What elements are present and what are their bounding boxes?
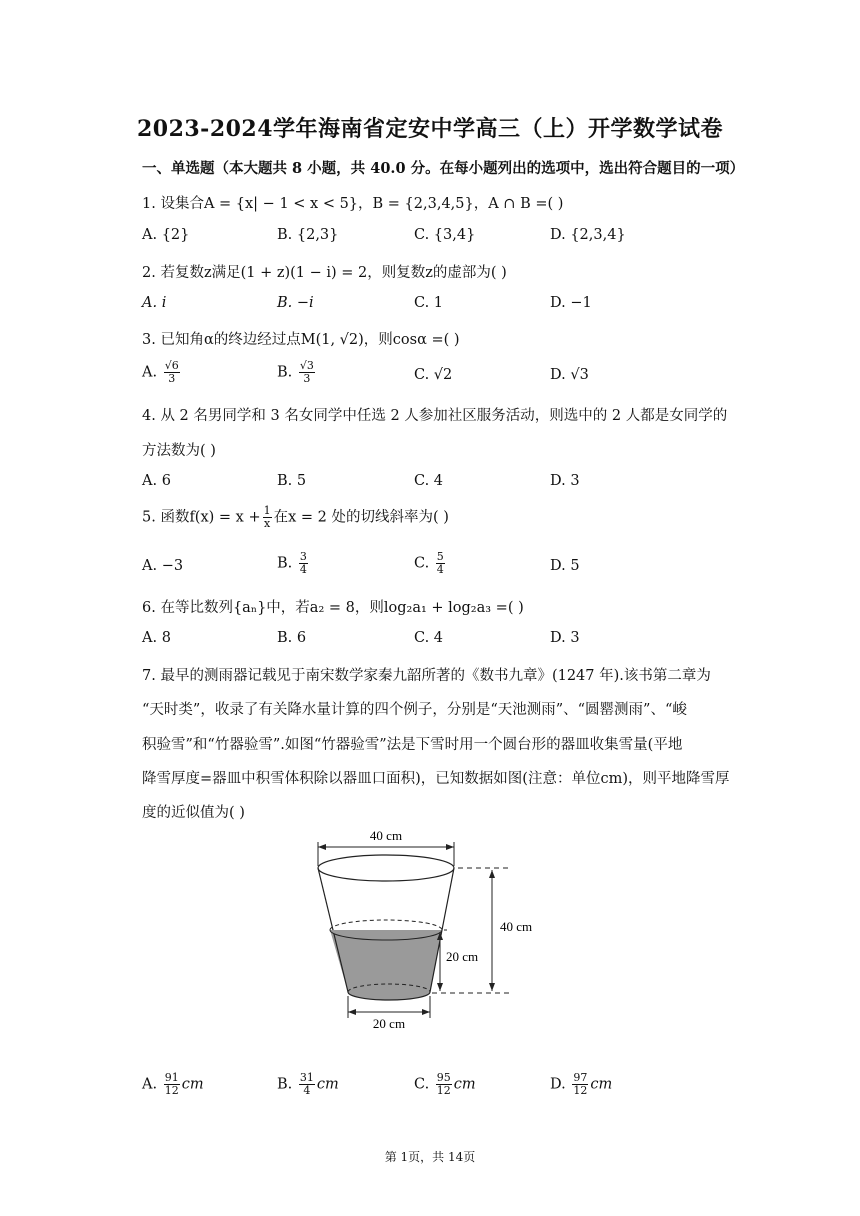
arrow-head: [489, 870, 495, 878]
fraction-numerator: √3: [299, 359, 314, 372]
question-2-options: [142, 295, 762, 317]
option-d[interactable]: D. −1: [550, 295, 592, 311]
option-fraction: [572, 1072, 588, 1097]
question-7-stem-line: 度的近似值为( ): [142, 805, 245, 821]
option-unit: cm: [590, 1076, 613, 1093]
question-6-stem: 6. 在等比数列{aₙ}中，若a₂ = 8，则log₂a₁ + log₂a₃ =( ): [142, 600, 524, 616]
option-c[interactable]: [414, 1072, 476, 1097]
option-fraction: [436, 1072, 452, 1097]
question-7-stem-line: 7. 最早的测雨器记载见于南宋数学家秦九韶所著的《数书九章》(1247 年).该书第二章为: [142, 668, 711, 684]
option-fraction: [164, 360, 180, 385]
snow-surface-back: [330, 920, 442, 930]
option-d[interactable]: D. 5: [550, 558, 580, 574]
fraction-numerator: 3: [299, 550, 307, 563]
fraction-numerator: 97: [573, 1071, 588, 1084]
option-unit: cm: [181, 1076, 204, 1093]
fraction-numerator: 5: [436, 550, 444, 563]
option-d[interactable]: D. 3: [550, 630, 580, 646]
option-d[interactable]: D. √3: [550, 367, 589, 383]
option-prefix: B.: [277, 364, 293, 381]
question-1-options: [142, 227, 762, 249]
question-4-stem-line: 4. 从 2 名男同学和 3 名女同学中任选 2 人参加社区服务活动，则选中的 2 人都是女同学的: [142, 408, 728, 424]
arrow-head: [318, 844, 326, 850]
arrow-head: [437, 983, 443, 991]
option-c[interactable]: C. √2: [414, 367, 453, 383]
option-prefix: A.: [142, 1076, 158, 1093]
arrow-head: [446, 844, 454, 850]
option-b[interactable]: B. 5: [277, 473, 307, 489]
question-3-options: [142, 360, 762, 392]
option-unit: cm: [453, 1076, 476, 1093]
fraction-denominator: 4: [299, 563, 307, 576]
page-title: 2023-2024学年海南省定安中学高三（上）开学数学试卷: [136, 116, 724, 142]
fraction-numerator: 1: [263, 504, 271, 517]
fraction-denominator: 3: [168, 372, 176, 385]
option-a[interactable]: [142, 360, 182, 385]
fraction-numerator: √6: [164, 359, 179, 372]
option-d[interactable]: D. {2,3,4}: [550, 227, 626, 243]
option-prefix: B.: [277, 555, 293, 572]
option-fraction: [436, 551, 445, 576]
question-4-options: [142, 473, 762, 495]
option-b[interactable]: [277, 551, 310, 576]
option-prefix: D.: [550, 1076, 566, 1093]
stem-fraction: [263, 505, 272, 530]
fraction-denominator: x: [264, 517, 271, 530]
fraction-numerator: 31: [299, 1071, 314, 1084]
option-b[interactable]: [277, 360, 317, 385]
question-7-stem-line: “天时类”，收录了有关降水量计算的四个例子，分别是“天池测雨”、“圆罂测雨”、“峻: [142, 702, 687, 718]
height-label: 40 cm: [500, 919, 533, 934]
option-a[interactable]: A. i: [142, 295, 167, 311]
fraction-denominator: 12: [164, 1084, 179, 1097]
stem-text: 5. 函数f(x) = x +: [142, 509, 261, 526]
option-b[interactable]: B. 6: [277, 630, 307, 646]
section-heading: 一、单选题（本大题共 8 小题，共 40.0 分。在每小题列出的选项中，选出符合题目的一项）: [142, 160, 745, 177]
question-2-stem: 2. 若复数z满足(1 + z)(1 − i) = 2，则复数z的虚部为( ): [142, 265, 507, 281]
option-a[interactable]: A. 6: [142, 473, 171, 489]
option-fraction: [299, 551, 308, 576]
option-d[interactable]: D. 3: [550, 473, 580, 489]
arrow-head: [422, 1009, 430, 1015]
option-prefix: C.: [414, 1076, 430, 1093]
question-3-stem: 3. 已知角α的终边经过点M(1, √2)，则cosα =( ): [142, 332, 460, 348]
option-a[interactable]: A. 8: [142, 630, 171, 646]
question-1-stem: 1. 设集合A = {x| − 1 < x < 5}，B = {2,3,4,5}，A ∩ B =( ): [142, 196, 564, 212]
option-a[interactable]: [142, 1072, 204, 1097]
option-a[interactable]: A. {2}: [142, 227, 190, 243]
fraction-denominator: 12: [573, 1084, 588, 1097]
option-prefix: B.: [277, 1076, 293, 1093]
fraction-denominator: 12: [436, 1084, 451, 1097]
frustum-figure: [300, 820, 560, 1040]
option-c[interactable]: C. 1: [414, 295, 444, 311]
question-7-options: [142, 1072, 762, 1104]
question-5-stem: [142, 505, 449, 530]
option-fraction: [299, 360, 315, 385]
option-a[interactable]: A. −3: [142, 558, 184, 574]
stem-text: 在x = 2 处的切线斜率为( ): [273, 509, 449, 526]
option-unit: cm: [316, 1076, 339, 1093]
depth-label: 20 cm: [446, 949, 479, 964]
option-b[interactable]: B. −i: [277, 295, 314, 311]
fraction-numerator: 95: [436, 1071, 451, 1084]
question-7-stem-line: 积验雪”和“竹器验雪”.如图“竹器验雪”法是下雪时用一个圆台形的器皿收集雪量(平地: [142, 737, 683, 753]
fraction-denominator: 3: [303, 372, 311, 385]
top-width-label: 40 cm: [369, 828, 403, 843]
question-5-options: [142, 551, 762, 583]
option-fraction: [164, 1072, 180, 1097]
option-prefix: A.: [142, 364, 158, 381]
fraction-denominator: 4: [436, 563, 444, 576]
top-rim: [318, 855, 454, 881]
fraction-denominator: 4: [303, 1084, 311, 1097]
option-prefix: C.: [414, 555, 430, 572]
bottom-width-label: 20 cm: [372, 1016, 406, 1031]
question-6-options: [142, 630, 762, 652]
arrow-head: [348, 1009, 356, 1015]
option-fraction: [299, 1072, 315, 1097]
page-footer: 第 1页，共 14页: [384, 1150, 476, 1164]
option-c[interactable]: C. 4: [414, 473, 444, 489]
option-d[interactable]: [550, 1072, 612, 1097]
bottom-front: [348, 992, 430, 1000]
question-7-stem-line: 降雪厚度=器皿中积雪体积除以器皿口面积)，已知数据如图(注意：单位cm)，则平地降雪厚: [142, 771, 730, 787]
option-c[interactable]: [414, 551, 447, 576]
fraction-numerator: 91: [164, 1071, 179, 1084]
option-b[interactable]: B. {2,3}: [277, 227, 339, 243]
option-c[interactable]: C. {3,4}: [414, 227, 476, 243]
option-b[interactable]: [277, 1072, 339, 1097]
question-4-stem-line: 方法数为( ): [142, 443, 216, 459]
option-c[interactable]: C. 4: [414, 630, 444, 646]
arrow-head: [489, 983, 495, 991]
